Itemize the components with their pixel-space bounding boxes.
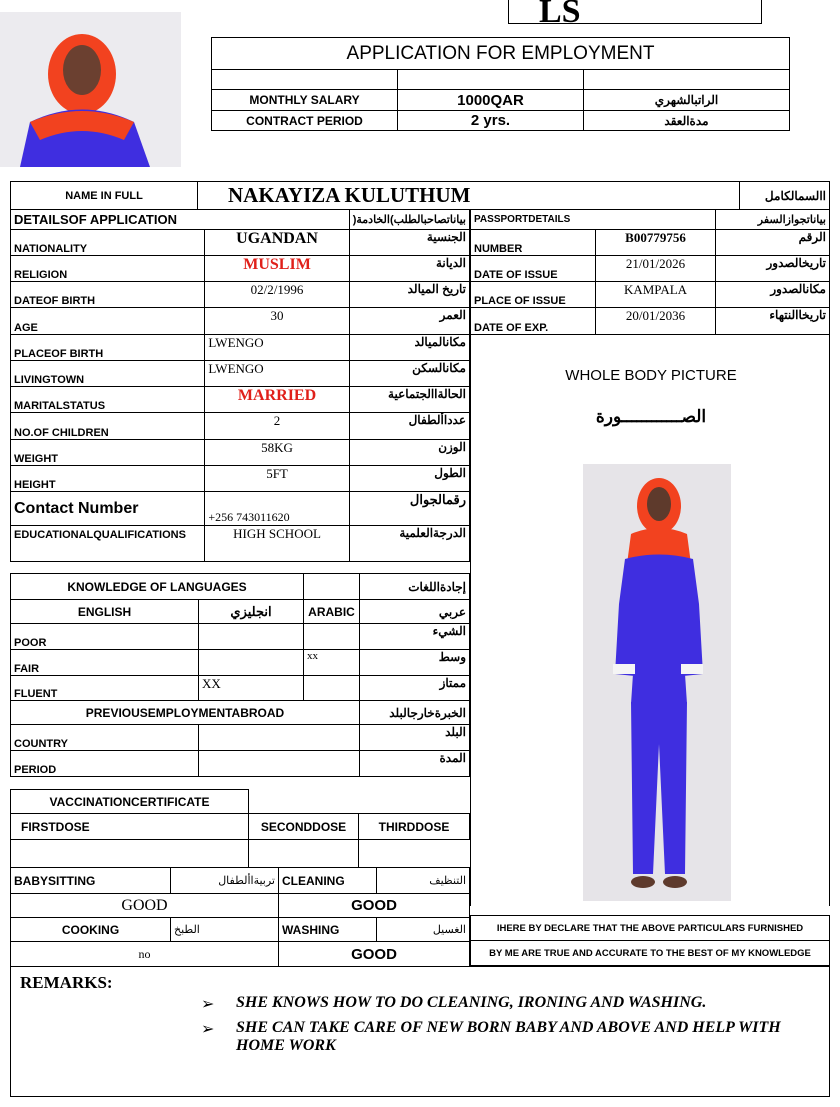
arabic-level-value xyxy=(304,624,360,650)
passport-field-label: NUMBER xyxy=(471,230,596,256)
period-label: PERIOD xyxy=(11,751,199,777)
field-value: 58KG xyxy=(205,440,349,466)
field-label-ar: الطول xyxy=(349,466,469,492)
field-label: EDUCATIONALQUALIFICATIONS xyxy=(11,526,205,562)
contract-label-ar: مدةالعقد xyxy=(584,111,790,131)
language-level-label: FLUENT xyxy=(11,676,199,701)
salary-label-ar: الراتبالشهري xyxy=(584,90,790,111)
field-label-ar: رقمالجوال xyxy=(349,492,469,526)
field-label: NO.OF CHILDREN xyxy=(11,413,205,440)
field-label: WEIGHT xyxy=(11,440,205,466)
field-label-ar: عدداألطفال xyxy=(349,413,469,440)
passport-field-value: KAMPALA xyxy=(596,282,716,308)
field-label: NATIONALITY xyxy=(11,230,205,256)
details-label: DETAILSOF APPLICATION xyxy=(11,210,350,230)
field-label: AGE xyxy=(11,308,205,335)
whole-body-photo xyxy=(583,464,731,901)
name-label-ar: االسمالكامل xyxy=(740,182,830,210)
field-label-ar: الوزن xyxy=(349,440,469,466)
field-label-ar: الدرجةالعلمية xyxy=(349,526,469,562)
passport-table xyxy=(470,209,830,335)
field-label-ar: مكانالسكن xyxy=(349,361,469,387)
previous-employment-label: PREVIOUSEMPLOYMENTABROAD xyxy=(11,701,360,725)
passport-field-label-ar: الرقم xyxy=(716,230,830,256)
remarks-title: REMARKS: xyxy=(20,973,113,992)
cooking-value: no xyxy=(11,942,279,967)
period-label-ar: المدة xyxy=(360,751,470,777)
field-value: UGANDAN xyxy=(205,230,349,256)
english-level-value: XX xyxy=(199,676,304,701)
cleaning-label: CLEANING xyxy=(279,868,377,894)
country-label: COUNTRY xyxy=(11,725,199,751)
field-value: HIGH SCHOOL xyxy=(205,526,349,562)
field-value: MARRIED xyxy=(205,387,349,413)
field-value: 30 xyxy=(205,308,349,335)
passport-label: PASSPORTDETAILS xyxy=(471,210,716,230)
cleaning-label-ar: التنظيف xyxy=(377,868,470,894)
third-dose-label: THIRDDOSE xyxy=(359,814,470,840)
english-label: ENGLISH xyxy=(11,600,199,624)
contract-value: 2 yrs. xyxy=(398,111,584,131)
declaration-line-2: BY ME ARE TRUE AND ACCURATE TO THE BEST OF MY KNOWLEDGE xyxy=(471,941,830,966)
field-value: MUSLIM xyxy=(205,256,349,282)
washing-value: GOOD xyxy=(279,942,470,967)
details-label-ar: بياناتصاحبالطلب)الخادمة( xyxy=(349,210,469,230)
previous-employment-label-ar: الخبرةخارجالبلد xyxy=(360,701,470,725)
washing-label-ar: الغسيل xyxy=(377,918,470,942)
field-label: LIVINGTOWN xyxy=(11,361,205,387)
field-label: Contact Number xyxy=(11,492,205,526)
field-value: 5FT xyxy=(205,466,349,492)
arabic-level-value xyxy=(304,676,360,701)
field-label-ar: مكانالميالد xyxy=(349,335,469,361)
passport-field-label: PLACE OF ISSUE xyxy=(471,282,596,308)
details-table xyxy=(10,209,470,562)
field-value: LWENGO xyxy=(205,361,349,387)
babysitting-label-ar: تربيةاألطفال xyxy=(171,868,279,894)
babysitting-label: BABYSITTING xyxy=(11,868,171,894)
field-label: HEIGHT xyxy=(11,466,205,492)
arabic-level-value: xx xyxy=(304,650,360,676)
passport-field-label-ar: مكانالصدور xyxy=(716,282,830,308)
field-label: RELIGION xyxy=(11,256,205,282)
languages-table xyxy=(10,573,470,777)
field-label-ar: تاريخ الميالد xyxy=(349,282,469,308)
babysitting-value: GOOD xyxy=(11,894,279,918)
bullet-arrow-icon: ➢ xyxy=(201,996,215,1013)
declaration-line-1: IHERE BY DECLARE THAT THE ABOVE PARTICULARS FURNISHED xyxy=(471,916,830,941)
washing-label: WASHING xyxy=(279,918,377,942)
passport-field-label: DATE OF ISSUE xyxy=(471,256,596,282)
field-label-ar: الديانة xyxy=(349,256,469,282)
name-value: NAKAYIZA KULUTHUM xyxy=(198,182,740,210)
remarks-box xyxy=(10,966,830,1097)
field-label: PLACEOF BIRTH xyxy=(11,335,205,361)
cooking-label-ar: الطبخ xyxy=(171,918,279,942)
language-level-label-ar: وسط xyxy=(360,650,470,676)
salary-value: 1000QAR xyxy=(398,90,584,111)
field-value: 02/2/1996 xyxy=(205,282,349,308)
field-label-ar: الجنسية xyxy=(349,230,469,256)
reference-code: LS xyxy=(539,0,581,24)
remarks-item xyxy=(201,1019,811,1055)
language-level-label: FAIR xyxy=(11,650,199,676)
passport-field-value: B00779756 xyxy=(596,230,716,256)
cleaning-value: GOOD xyxy=(279,894,470,918)
reference-code-box xyxy=(508,0,762,24)
country-label-ar: البلد xyxy=(360,725,470,751)
name-label: NAME IN FULL xyxy=(11,182,198,210)
application-header-table xyxy=(211,37,790,131)
vaccination-label: VACCINATIONCERTIFICATE xyxy=(11,790,249,814)
field-value: +256 743011620 xyxy=(205,492,349,526)
english-level-value xyxy=(199,624,304,650)
language-level-label: POOR xyxy=(11,624,199,650)
second-dose-label: SECONDDOSE xyxy=(249,814,359,840)
first-dose-label: FIRSTDOSE xyxy=(11,814,249,840)
field-label: MARITALSTATUS xyxy=(11,387,205,413)
declaration-table xyxy=(470,915,830,966)
passport-field-value: 20/01/2036 xyxy=(596,308,716,335)
passport-field-label-ar: تاريخاالنتهاء xyxy=(716,308,830,335)
skills-table xyxy=(10,867,470,967)
field-value: 2 xyxy=(205,413,349,440)
whole-body-label-ar: الصــــــــــــورة xyxy=(595,407,707,426)
page-title: APPLICATION FOR EMPLOYMENT xyxy=(212,38,790,70)
salary-label: MONTHLY SALARY xyxy=(212,90,398,111)
english-label-ar: انجليزي xyxy=(199,600,304,624)
remarks-item-text: SHE KNOWS HOW TO DO CLEANING, IRONING AND WASHING. xyxy=(236,994,707,1011)
language-level-label-ar: الشيء xyxy=(360,624,470,650)
name-row xyxy=(10,181,830,210)
field-label: DATEOF BIRTH xyxy=(11,282,205,308)
passport-field-label-ar: تاريخالصدور xyxy=(716,256,830,282)
arabic-label-ar: عربي xyxy=(360,600,470,624)
whole-body-label: WHOLE BODY PICTURE xyxy=(565,367,737,384)
languages-label: KNOWLEDGE OF LANGUAGES xyxy=(11,574,304,600)
passport-field-value: 21/01/2026 xyxy=(596,256,716,282)
passport-label-ar: بياناتجوازالسفر xyxy=(716,210,830,230)
whole-body-panel xyxy=(470,334,830,906)
field-label-ar: الحالةاالجتماعية xyxy=(349,387,469,413)
bullet-arrow-icon: ➢ xyxy=(201,1021,215,1038)
contract-label: CONTRACT PERIOD xyxy=(212,111,398,131)
passport-photo xyxy=(0,12,181,167)
remarks-item xyxy=(201,994,811,1012)
vaccination-table xyxy=(10,789,470,868)
language-level-label-ar: ممتاز xyxy=(360,676,470,701)
languages-label-ar: إجادةاللغات xyxy=(360,574,470,600)
passport-field-label: DATE OF EXP. xyxy=(471,308,596,335)
english-level-value xyxy=(199,650,304,676)
field-value: LWENGO xyxy=(205,335,349,361)
application-form xyxy=(10,181,830,966)
remarks-item-text: SHE CAN TAKE CARE OF NEW BORN BABY AND ABOVE AND HELP WITH HOME WORK xyxy=(236,1019,781,1054)
field-label-ar: العمر xyxy=(349,308,469,335)
arabic-label: ARABIC xyxy=(304,600,360,624)
cooking-label: COOKING xyxy=(11,918,171,942)
